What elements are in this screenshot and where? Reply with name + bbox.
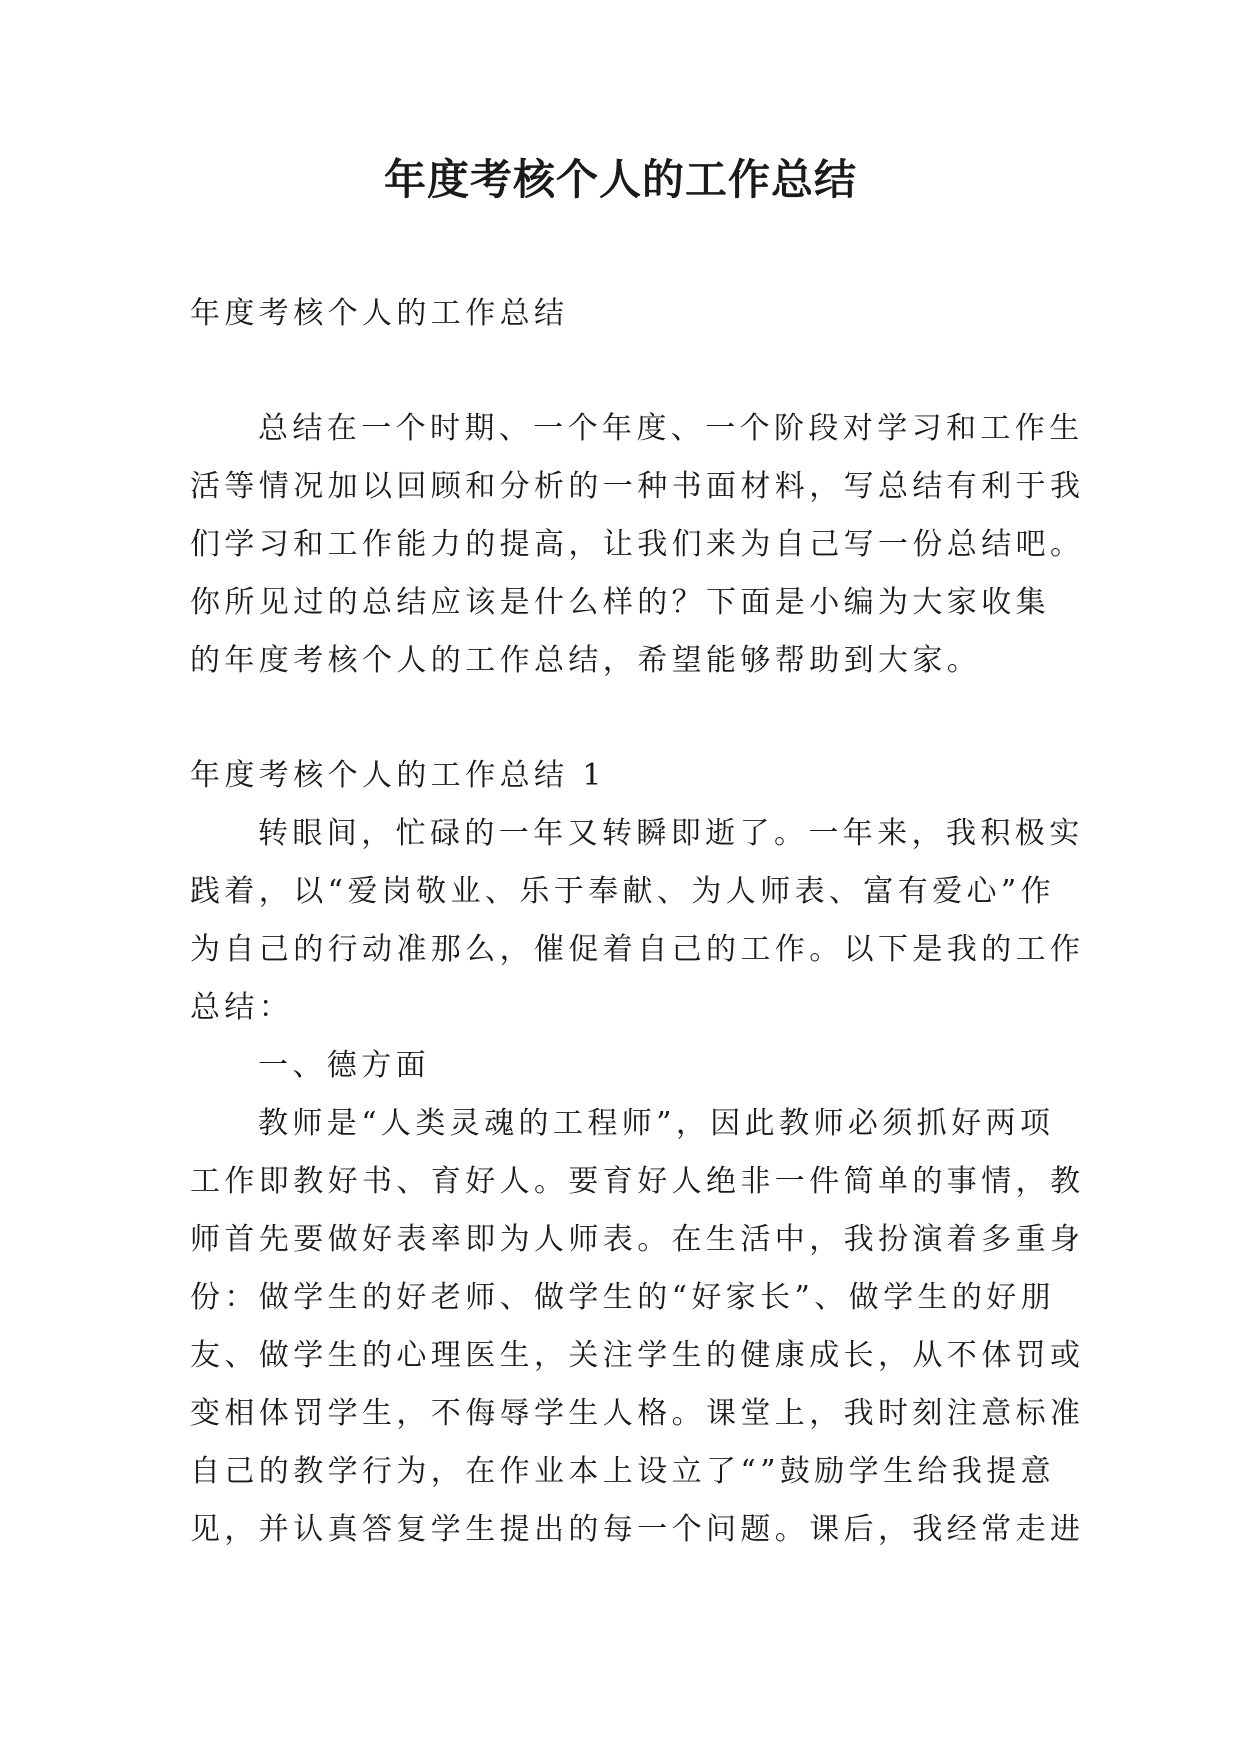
document-body — [190, 285, 1085, 1559]
paragraph-line: 的年度考核个人的工作总结，希望能够帮助到大家。 — [190, 643, 982, 678]
paragraph-line: 教师是“人类灵魂的工程师”，因此教师必须抓好两项 — [258, 1106, 1055, 1141]
paragraph-line: 践着，以“爱岗敬业、乐于奉献、为人师表、富有爱心”作 — [190, 874, 1056, 909]
paragraph-gap — [190, 343, 1070, 400]
paragraph-line: 见，并认真答复学生提出的每一个问题。课后，我经常走进 — [190, 1512, 1085, 1547]
document-subtitle: 年度考核个人的工作总结 — [190, 296, 569, 331]
paragraph-line: 总结： — [190, 990, 294, 1025]
paragraph-gap — [190, 690, 1070, 747]
intro-paragraph — [190, 400, 1085, 690]
paragraph-line: 师首先要做好表率即为人师表。在生活中，我扮演着多重身 — [190, 1222, 1085, 1257]
paragraph-line: 活等情况加以回顾和分析的一种书面材料，写总结有利于我 — [190, 469, 1085, 504]
paragraph-line: 总结在一个时期、一个年度、一个阶段对学习和工作生 — [258, 411, 1084, 446]
section2-paragraph — [190, 1095, 1085, 1559]
paragraph-line: 变相体罚学生，不侮辱学生人格。课堂上，我时刻注意标准 — [190, 1396, 1085, 1431]
document-title: 年度考核个人的工作总结 — [383, 155, 857, 204]
paragraph-line: 份：做学生的好老师、做学生的“好家长”、做学生的好朋 — [190, 1280, 1056, 1315]
paragraph-line: 为自己的行动准那么，催促着自己的工作。以下是我的工作 — [190, 932, 1085, 967]
section-heading: 年度考核个人的工作总结 1 — [190, 758, 606, 793]
paragraph-line: 自己的教学行为，在作业本上设立了“”鼓励学生给我提意 — [190, 1454, 1056, 1489]
paragraph-line: 友、做学生的心理医生，关注学生的健康成长，从不体罚或 — [190, 1338, 1085, 1373]
paragraph-line: 们学习和工作能力的提高，让我们来为自己写一份总结吧。 — [190, 527, 1085, 562]
subheading: 一、德方面 — [258, 1048, 430, 1083]
section1-paragraph — [190, 805, 1085, 1037]
paragraph-line: 工作即教好书、育好人。要育好人绝非一件简单的事情，教 — [190, 1164, 1085, 1199]
paragraph-line: 转眼间，忙碌的一年又转瞬即逝了。一年来，我积极实 — [258, 816, 1084, 851]
paragraph-line: 你所见过的总结应该是什么样的？下面是小编为大家收集 — [190, 585, 1050, 620]
